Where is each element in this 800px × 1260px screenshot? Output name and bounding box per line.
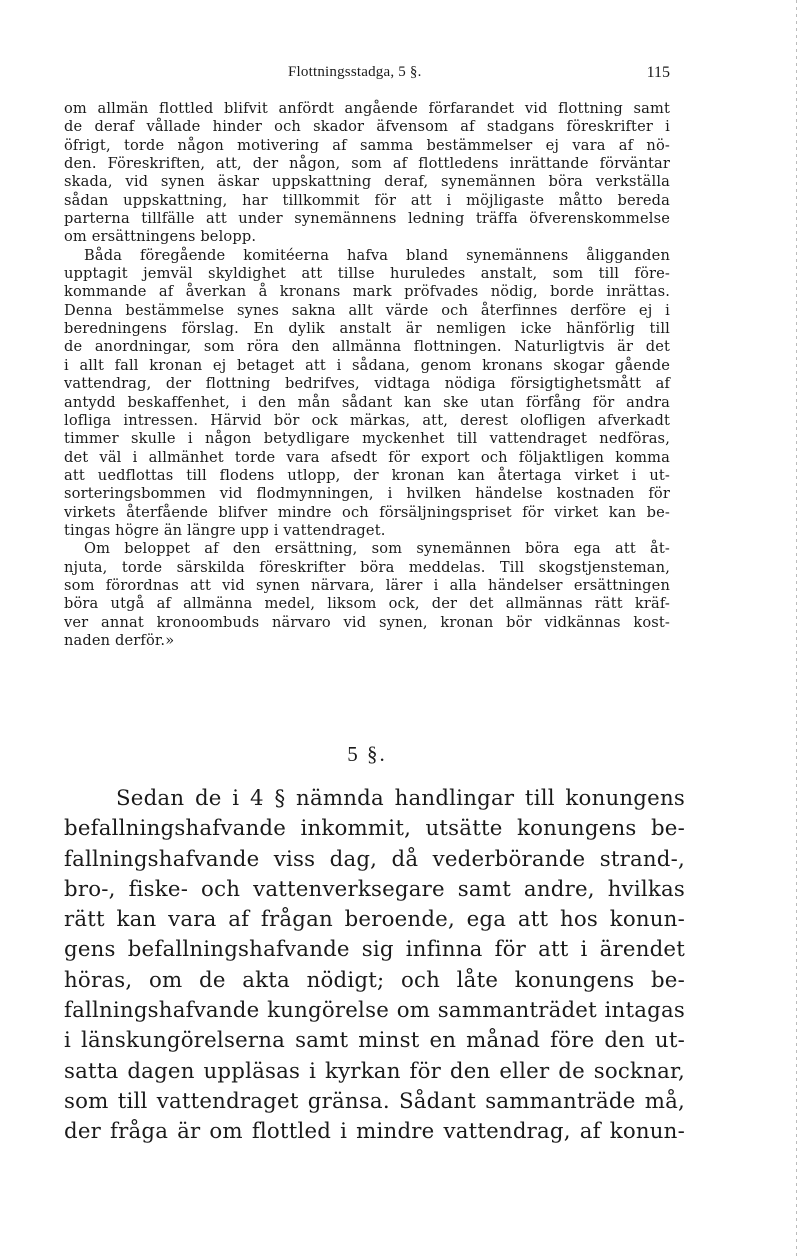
text-line: att uedflottas till flodens utlopp, der kronan kan återtaga virket i ut-: [64, 466, 670, 484]
text-line: de deraf vållade hinder och skador äfvensom af stadgans föreskrifter i: [64, 118, 670, 136]
text-line: Båda föregående komitéerna hafva bland synemännens åligganden: [84, 246, 670, 264]
section-heading: 5 §.: [347, 742, 387, 766]
text-line: tingas högre än längre upp i vattendraget.: [64, 521, 386, 539]
text-line: virkets återfående blifver mindre och försäljningspriset för virket kan be-: [64, 503, 670, 521]
text-line: det väl i allmänhet torde vara afsedt för export och följaktligen komma: [64, 448, 670, 466]
text-line: skada, vid synen äskar uppskattning deraf, synemännen böra verkställa: [64, 173, 670, 191]
text-line: Om beloppet af den ersättning, som synemännen böra ega att åt-: [84, 540, 670, 558]
text-line: sorteringsbommen vid flodmynningen, i hvilken händelse kostnaden för: [64, 485, 670, 503]
text-line: som förordnas att vid synen närvara, lärer i alla händelser ersättningen: [64, 576, 670, 594]
text-line: de anordningar, som röra den allmänna flottningen. Naturligtvis är det: [64, 338, 670, 356]
text-line: fallningshafvande kungörelse om sammanträdet intagas: [64, 998, 685, 1024]
text-line: fallningshafvande viss dag, då vederbörande strand-,: [64, 846, 685, 872]
text-line: parterna tillfälle att under synemännens ledning träffa öfverenskommelse: [64, 210, 670, 228]
text-line: om allmän flottled blifvit anfördt angående förfarandet vid flottning samt: [64, 100, 670, 117]
text-line: böra utgå af allmänna medel, liksom ock, der det allmännas rätt kräf-: [64, 595, 670, 613]
text-line: timmer skulle i någon betydligare myckenhet till vattendraget nedföras,: [64, 430, 670, 448]
text-line: ver annat kronoombuds närvaro vid synen, kronan bör vidkännas kost-: [64, 613, 670, 631]
text-line: öfrigt, torde någon motivering af samma bestämmelser ej vara af nö-: [64, 136, 670, 154]
running-head: Flottningsstadga, 5 §.: [288, 64, 422, 80]
text-line: den. Föreskriften, att, der någon, som af flottledens inrättande förväntar: [64, 155, 670, 173]
statute-text: [64, 784, 685, 1148]
text-line: naden derför.»: [64, 631, 175, 649]
text-line: Sedan de i 4 § nämnda handlingar till konungens: [116, 786, 685, 811]
text-line: vattendrag, der flottning bedrifves, vidtaga nödiga försigtighetsmått af: [64, 375, 670, 393]
text-line: lofliga intressen. Härvid bör ock märkas, att, derest olofligen afverkadt: [64, 411, 670, 429]
text-line: Denna bestämmelse synes sakna allt värde och återfinnes derföre ej i: [64, 301, 670, 319]
text-line: befallningshafvande inkommit, utsätte konungens be-: [64, 816, 685, 842]
text-line: som till vattendraget gränsa. Sådant sammanträde må,: [64, 1088, 685, 1114]
text-line: beredningens förslag. En dylik anstalt är nemligen icke hänförlig till: [64, 320, 670, 338]
scan-edge-line: [796, 0, 797, 1260]
text-line: antydd beskaffenhet, i den mån sådant kan ske utan förfång för andra: [64, 393, 670, 411]
text-line: höras, om de akta nödigt; och låte konungens be-: [64, 967, 685, 993]
page-header: [64, 64, 670, 86]
commentary-text: [64, 100, 670, 650]
text-line: i länskungörelserna samt minst en månad före den ut-: [64, 1028, 685, 1054]
text-line: upptagit jemväl skyldighet att tillse huruledes anstalt, som till före-: [64, 265, 670, 283]
page-number: 115: [646, 64, 670, 81]
text-line: bro-, fiske- och vattenverksegare samt andre, hvilkas: [64, 876, 685, 902]
text-line: rätt kan vara af frågan beroende, ega att hos konun-: [64, 907, 685, 933]
text-line: kommande af åverkan å kronans mark pröfvades nödig, borde inrättas.: [64, 283, 670, 301]
text-line: sådan uppskattning, har tillkommit för att i möjligaste måtto bereda: [64, 191, 670, 209]
text-line: i allt fall kronan ej betaget att i sådana, genom kronans skogar gående: [64, 356, 670, 374]
text-line: om ersättningens belopp.: [64, 228, 257, 246]
text-line: njuta, torde särskilda föreskrifter böra meddelas. Till skogstjensteman,: [64, 558, 670, 576]
text-line: der fråga är om flottled i mindre vattendrag, af konun-: [64, 1119, 685, 1145]
text-line: satta dagen uppläsas i kyrkan för den eller de socknar,: [64, 1058, 685, 1084]
text-line: gens befallningshafvande sig infinna för att i ärendet: [64, 937, 685, 963]
